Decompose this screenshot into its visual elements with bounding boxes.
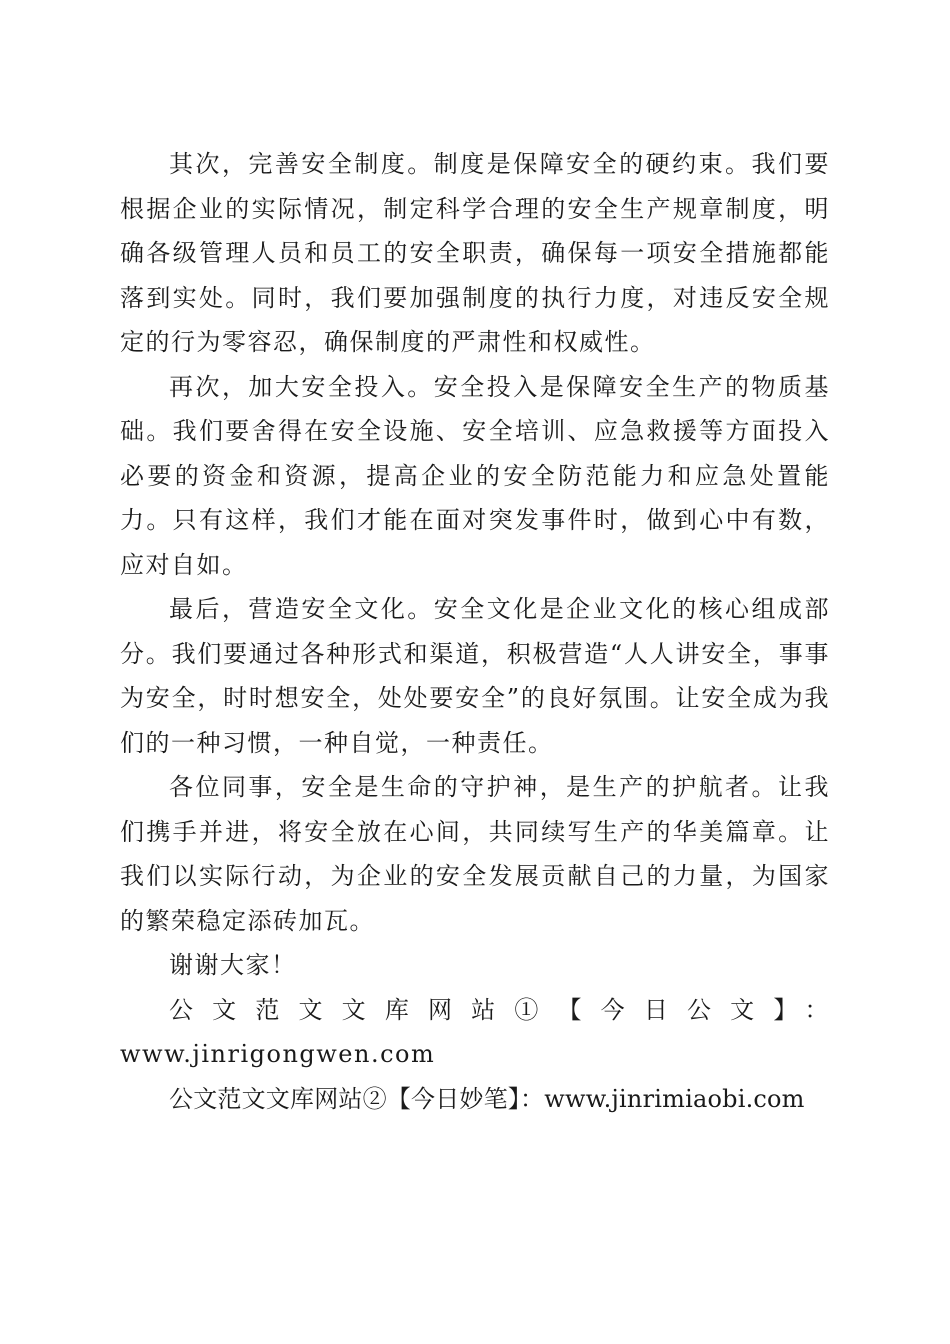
- paragraph-closing-appeal: 各位同事，安全是生命的守护神，是生产的护航者。让我们携手并进，将安全放在心间，共同续写生产的华美篇章。让我们以实际行动，为企业的安全发展贡献自己的力量，为国家的繁荣稳定添砖加瓦。: [120, 773, 830, 935]
- footer-site-link-2[interactable]: [120, 1077, 830, 1122]
- document-page: [120, 142, 830, 1121]
- paragraph-improve-safety-system: 其次，完善安全制度。制度是保障安全的硬约束。我们要根据企业的实际情况，制定科学合理的安全生产规章制度，明确各级管理人员和员工的安全职责，确保每一项安全措施都能落到实处。同时，我们要加强制度的执行力度，对违反安全规定的行为零容忍，确保制度的严肃性和权威性。: [120, 150, 830, 356]
- paragraph-increase-safety-investment: 再次，加大安全投入。安全投入是保障安全生产的物质基础。我们要舍得在安全设施、安全培训、应急救援等方面投入必要的资金和资源，提高企业的安全防范能力和应急处置能力。只有这样，我们才能在面对突发事件时，做到心中有数，应对自如。: [120, 372, 830, 579]
- footer-site-link-1[interactable]: [120, 988, 830, 1077]
- footer-site-url-2[interactable]: www.jinrimiaobi.com: [544, 1084, 805, 1113]
- footer-site-url-1[interactable]: www.jinrigongwen.com: [120, 1040, 436, 1068]
- paragraph-thanks: 谢谢大家！: [169, 951, 297, 979]
- footer-site-label-2: 公文范文文库网站②【今日妙笔】：: [169, 1084, 545, 1113]
- footer-site-label-1: 公文范文文库网站①【今日公文】：: [169, 995, 830, 1024]
- paragraph-safety-culture: 最后，营造安全文化。安全文化是企业文化的核心组成部分。我们要通过各种形式和渠道，积极营造“人人讲安全，事事为安全，时时想安全，处处要安全”的良好氛围。让安全成为我们的一种习惯，一种自觉，一种责任。: [120, 595, 830, 757]
